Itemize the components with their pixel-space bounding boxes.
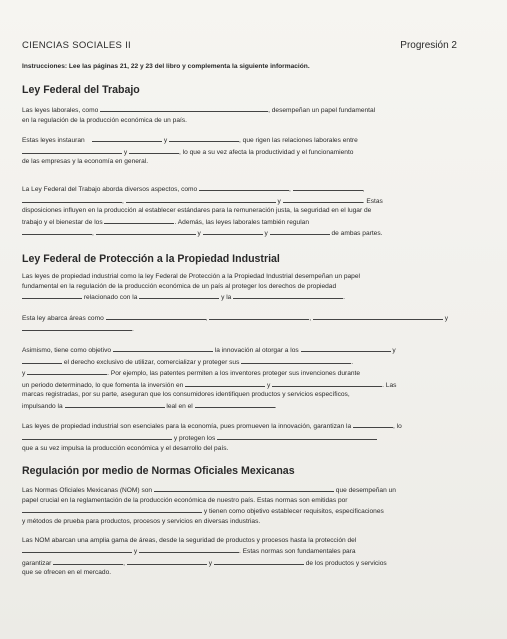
text: Las NOM abarcan una amplia gama de áreas, desde la seguridad de productos y procesos hasta la protección del <box>22 536 357 544</box>
text: fundamental en la regulación de la producción económica de un país al proteger los derechos de propiedad <box>22 282 337 290</box>
text: , desempeñan un papel fundamental <box>268 107 376 114</box>
text: y <box>208 559 212 567</box>
paragraph <box>22 484 483 526</box>
text: y <box>22 370 26 378</box>
fill-blank[interactable] <box>293 183 363 191</box>
text: y <box>123 148 128 156</box>
fill-blank[interactable] <box>113 344 213 352</box>
text: . Estas normas son fundamentales para <box>238 548 356 556</box>
text: y protegen los <box>173 435 216 443</box>
fill-blank[interactable] <box>92 134 162 142</box>
text: relacionado con la <box>83 294 138 302</box>
text: de las empresas y la economía en general. <box>22 158 149 166</box>
text: la innovación al otorgar a los <box>214 346 299 354</box>
fill-blank[interactable] <box>241 356 351 364</box>
fill-blank[interactable] <box>154 484 334 492</box>
text: Las leyes de propiedad industrial son esenciales para la economía, pues promueven la innovación, garantizan la <box>22 423 352 431</box>
fill-blank[interactable] <box>22 146 122 154</box>
fill-blank[interactable] <box>214 557 304 565</box>
fill-blank[interactable] <box>283 195 363 203</box>
fill-blank[interactable] <box>270 227 330 235</box>
fill-blank[interactable] <box>209 312 312 322</box>
text: Esta ley abarca áreas como <box>22 314 104 322</box>
section-title-ley-federal-trabajo: Ley Federal del Trabajo <box>22 84 140 96</box>
text: impulsando la <box>22 402 63 410</box>
paragraph <box>22 183 483 239</box>
fill-blank[interactable] <box>100 104 268 112</box>
fill-blank[interactable] <box>313 312 443 320</box>
fill-blank[interactable] <box>217 432 377 440</box>
fill-blank[interactable] <box>233 291 343 299</box>
fill-blank[interactable] <box>272 379 382 387</box>
header-row <box>22 26 483 51</box>
fill-blank[interactable] <box>203 227 263 235</box>
text: y <box>264 230 268 238</box>
fill-blank[interactable] <box>139 545 239 553</box>
text: de ambas partes. <box>331 230 383 238</box>
text: y métodos de prueba para productos, procesos y servicios en diversas industrias. <box>22 518 261 526</box>
text: y la <box>221 294 232 302</box>
text: en la regulación de la producción económica de un país. <box>22 116 187 124</box>
text: , lo que a su vez afecta la productividad y el funcionamiento <box>178 148 354 156</box>
fill-blank[interactable] <box>22 545 132 553</box>
text: papel crucial en la reglamentación de la producción económica de nuestro país. Estas normas son emitidas por <box>22 496 348 504</box>
text: y <box>133 548 138 556</box>
text: y <box>197 230 201 238</box>
fill-blank[interactable] <box>22 505 202 513</box>
fill-blank[interactable] <box>22 195 122 203</box>
text: . Además, las leyes laborales también regulan <box>174 218 309 226</box>
text: trabajo y el bienestar de los <box>22 218 103 226</box>
fill-blank[interactable] <box>22 227 94 238</box>
text: y <box>277 197 281 205</box>
fill-blank[interactable] <box>353 420 393 428</box>
fill-blank[interactable] <box>104 216 174 224</box>
fill-blank[interactable] <box>301 344 391 352</box>
instructions: Instrucciones: Lee las páginas 21, 22 y 23 del libro y complementa la siguiente información. <box>22 63 310 70</box>
fill-blank[interactable] <box>199 183 289 191</box>
fill-blank[interactable] <box>127 557 207 565</box>
text: , <box>289 185 291 193</box>
text: , <box>309 314 312 322</box>
fill-blank[interactable] <box>22 432 172 440</box>
fill-blank[interactable] <box>65 400 165 408</box>
text: , <box>123 559 126 567</box>
progress-label: Progresión 2 <box>400 40 457 51</box>
text: , <box>92 230 94 238</box>
text: un periodo determinado, lo que fomenta la inversión en <box>22 381 184 389</box>
text: de los productos y servicios <box>305 559 387 567</box>
text: , lo <box>393 423 402 431</box>
paragraph <box>22 104 483 125</box>
fill-blank[interactable] <box>185 379 265 387</box>
text: garantizar <box>22 559 52 567</box>
text: Estas leyes instauran <box>22 137 85 145</box>
text: . Estas <box>362 197 383 205</box>
text: , que rigen las relaciones laborales entre <box>239 137 358 145</box>
text: que se ofrecen en el mercado. <box>22 569 112 577</box>
fill-blank[interactable] <box>96 227 196 235</box>
paragraph <box>22 536 483 578</box>
text: , <box>205 314 208 322</box>
fill-blank[interactable] <box>195 400 275 408</box>
paragraph <box>22 134 483 167</box>
section-title-propiedad-industrial: Ley Federal de Protección a la Propiedad Industrial <box>22 252 280 265</box>
text: leal en el <box>166 402 193 410</box>
text: , <box>122 197 124 205</box>
fill-blank[interactable] <box>129 146 179 154</box>
text: marcas registradas, por su parte, aseguran que los consumidores identifiquen productos y servicios específicos, <box>22 391 350 399</box>
paragraph <box>22 420 483 453</box>
fill-blank[interactable] <box>106 312 206 320</box>
fill-blank[interactable] <box>22 323 132 331</box>
text: La Ley Federal del Trabajo aborda diversos aspectos, como <box>22 185 198 193</box>
text: . Por ejemplo, las patentes permiten a los inventores proteger sus invenciones durante <box>107 370 361 378</box>
text: y tienen como objetivo establecer requisitos, especificaciones <box>203 508 384 516</box>
paragraph: Esta ley abarca áreas como , , y . <box>22 312 483 335</box>
fill-blank[interactable] <box>22 356 62 364</box>
text: y <box>392 346 396 354</box>
text: el derecho exclusivo de utilizar, comercializar y proteger sus <box>63 358 240 366</box>
text: que desempeñan un <box>335 487 396 495</box>
fill-blank[interactable] <box>22 291 82 299</box>
fill-blank[interactable] <box>169 134 239 142</box>
text: que a su vez impulsa la producción económica y el desarrollo del país. <box>22 444 229 452</box>
text: y <box>163 137 168 145</box>
fill-blank[interactable] <box>139 291 219 299</box>
text: Las Normas Oficiales Mexicanas (NOM) son <box>22 487 153 495</box>
fill-blank[interactable] <box>126 195 276 203</box>
text: disposiciones influyen en la producción al establecer estándares para la remuneración justa, la seguridad en el lugar de <box>22 207 372 215</box>
fill-blank[interactable] <box>53 557 126 567</box>
text: Asimismo, tiene como objetivo <box>22 346 112 354</box>
section-title-normas-oficiales: Regulación por medio de Normas Oficiales Mexicanas <box>22 465 295 478</box>
text: Las leyes de propiedad industrial como la ley Federal de Protección a la Propiedad Industrial desempeñan un papel <box>22 272 360 280</box>
text: . Las <box>382 381 397 389</box>
text: Las leyes laborales, como <box>22 107 99 114</box>
text: , <box>362 185 365 193</box>
paragraph: Asimismo, tiene como objetivo la innovación al otorgar a los y el derecho exclusivo de utilizar, comercializar y proteger sus . y . Por ejemplo, las patentes permiten a los inventores proteger sus invenciones durante un periodo determinado, lo que fomenta la inversión en y . Las marcas registradas, por su parte, aseguran que los consumidores identifiquen productos y servicios específicos, impulsando la leal en el . <box>22 344 483 412</box>
subject-title: CIENCIAS SOCIALES II <box>22 40 131 51</box>
paragraph: Las leyes de propiedad industrial como la ley Federal de Protección a la Propiedad Industrial desempeñan un papel fundamental en la regulación de la producción económica de un país al proteger los derechos de propiedad relacionado con la y la . <box>22 272 360 302</box>
fill-blank[interactable] <box>27 367 107 375</box>
text: y <box>444 314 449 322</box>
text: y <box>266 381 271 389</box>
